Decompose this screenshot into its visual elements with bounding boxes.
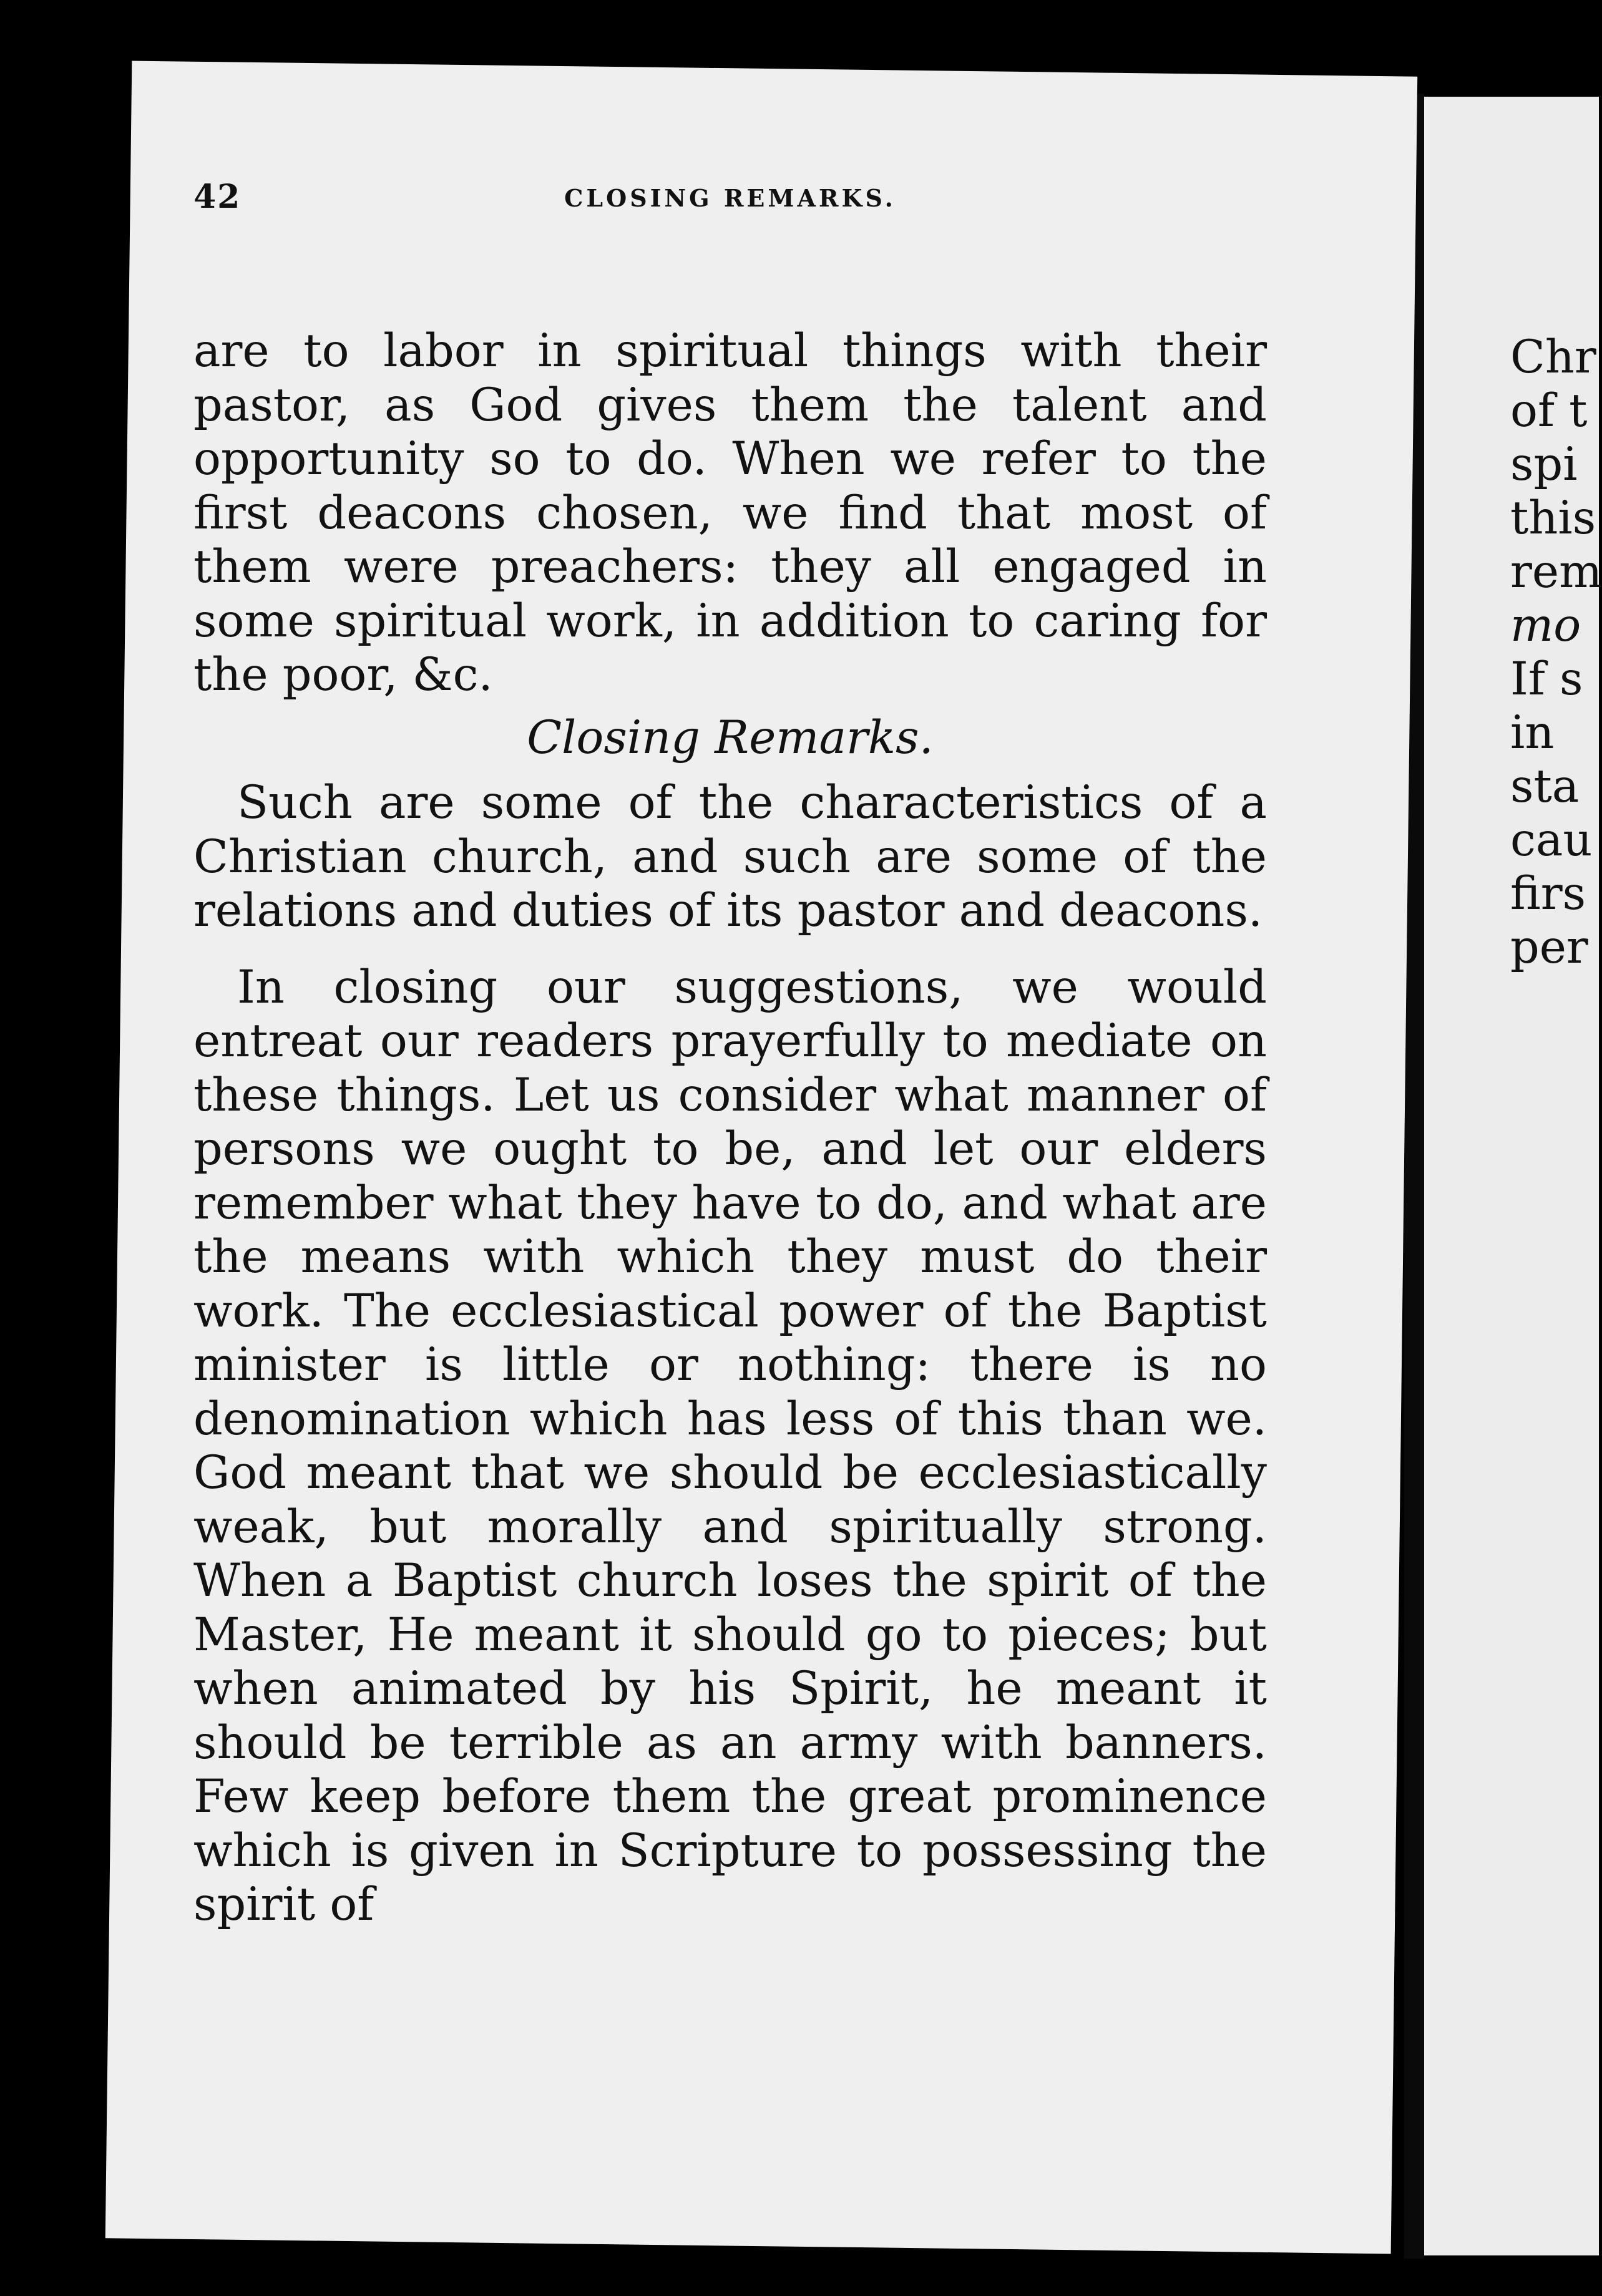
page-number: 42 — [193, 178, 242, 216]
facing-line: mo — [1510, 599, 1581, 652]
facing-line: sta — [1510, 760, 1580, 813]
paragraph-characteristics: Such are some of the characteristics of a Christian church, and such are some of the relations and duties of its pastor and deacons. — [193, 776, 1267, 937]
facing-line: in — [1510, 706, 1555, 759]
section-heading: Closing Remarks. — [527, 711, 934, 764]
facing-line: If s — [1510, 653, 1583, 706]
running-head — [193, 178, 1267, 234]
facing-line: Chr — [1510, 331, 1596, 384]
facing-page-text — [1510, 331, 1602, 975]
facing-line: spi — [1510, 438, 1578, 491]
paragraph-closing: In closing our suggestions, we would entreat our readers prayerfully to mediate on these things. Let us consider what manner of persons we ought to be, and let our elders remember what they have to do, and what are the means with which they must do their work. The ecclesiastical power of the Baptist minister is little or nothing: there is no denomination which has less of this than we. God meant that we should be ecclesiastically weak, but morally and spiritually strong. When a Baptist church loses the spirit of the Master, He meant it should go to pieces; but when animated by his Spirit, he meant it should be terrible as an army with banners. Few keep before them the great prominence which is given in Scripture to possessing the spirit of — [193, 960, 1267, 1931]
facing-line: rem — [1510, 545, 1602, 598]
paragraph-continued: are to labor in spiritual things with their pastor, as God gives them the talent and opportunity so to do. When we refer to the first deacons chosen, we find that most of them were preachers: they all engaged in some spiritual work, in addition to caring for the poor, &c. — [193, 324, 1267, 701]
facing-line: cau — [1510, 814, 1593, 867]
facing-line: firs — [1510, 867, 1586, 920]
facing-line: this — [1510, 492, 1596, 545]
facing-line: of t — [1510, 384, 1588, 437]
facing-line: per — [1510, 921, 1588, 974]
page-body — [193, 324, 1267, 1932]
running-title: CLOSING REMARKS. — [564, 184, 896, 212]
